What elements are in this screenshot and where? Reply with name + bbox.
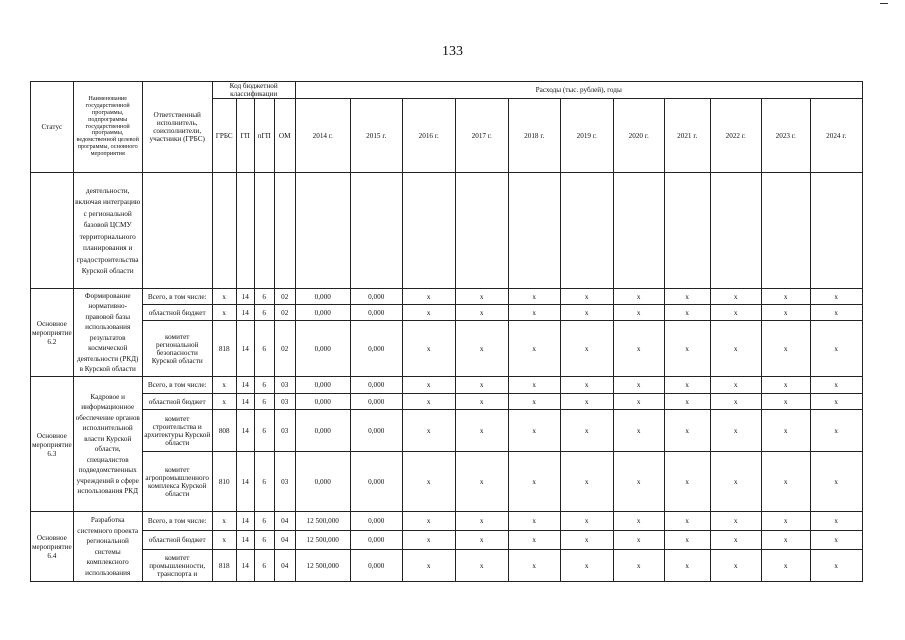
value-cell: x	[613, 531, 664, 550]
value-cell: x	[560, 512, 613, 531]
header-year: 2017 г.	[455, 99, 508, 173]
value-cell: x	[710, 512, 761, 531]
value-cell: x	[560, 289, 613, 305]
value-cell: 0,000	[350, 321, 402, 377]
value-cell: x	[761, 377, 810, 394]
code-cell-gp: 14	[236, 410, 254, 452]
value-cell: 12 500,000	[295, 512, 350, 531]
empty-cell	[236, 173, 254, 289]
value-cell: x	[761, 512, 810, 531]
header-responsible: Ответственный исполнитель, соисполнители, участники (ГРБС)	[142, 82, 212, 173]
table-row	[31, 550, 863, 582]
value-cell: x	[810, 452, 862, 512]
value-cell: x	[761, 531, 810, 550]
value-cell: x	[710, 377, 761, 394]
code-cell-gp: 14	[236, 550, 254, 582]
code-cell-grbs: x	[212, 394, 236, 410]
table-row	[31, 452, 863, 512]
code-cell-pgp: 6	[254, 452, 274, 512]
value-cell: 0,000	[295, 305, 350, 321]
code-cell-gp: 14	[236, 289, 254, 305]
value-cell: 0,000	[350, 550, 402, 582]
value-cell: x	[664, 377, 710, 394]
value-cell: x	[560, 321, 613, 377]
value-cell: x	[508, 512, 560, 531]
code-cell-gp: 14	[236, 531, 254, 550]
value-cell: x	[455, 452, 508, 512]
value-cell: x	[402, 452, 455, 512]
value-cell: x	[508, 550, 560, 582]
value-cell: x	[761, 305, 810, 321]
value-cell: 0,000	[350, 531, 402, 550]
value-cell: 0,000	[295, 394, 350, 410]
responsible-cell: Всего, в том числе:	[142, 512, 212, 531]
value-cell: x	[710, 550, 761, 582]
table-row	[31, 531, 863, 550]
code-cell-om: 03	[274, 394, 295, 410]
empty-cell	[295, 173, 350, 289]
responsible-cell: областной бюджет	[142, 305, 212, 321]
table-row	[31, 410, 863, 452]
header-year: 2020 г.	[613, 99, 664, 173]
value-cell: x	[560, 394, 613, 410]
responsible-cell: комитет агропромышленного комплекса Курской области	[142, 452, 212, 512]
value-cell: x	[560, 305, 613, 321]
responsible-cell: Всего, в том числе:	[142, 289, 212, 305]
value-cell: x	[455, 305, 508, 321]
value-cell: 0,000	[350, 410, 402, 452]
value-cell: x	[508, 377, 560, 394]
value-cell: x	[710, 394, 761, 410]
value-cell: x	[402, 305, 455, 321]
value-cell: x	[613, 452, 664, 512]
header-year: 2022 г.	[710, 99, 761, 173]
code-cell-grbs: x	[212, 305, 236, 321]
empty-cell	[664, 173, 710, 289]
value-cell: x	[560, 410, 613, 452]
value-cell: 0,000	[295, 452, 350, 512]
value-cell: x	[710, 321, 761, 377]
code-cell-om: 04	[274, 531, 295, 550]
continuation-cell	[142, 173, 212, 289]
value-cell: x	[664, 550, 710, 582]
value-cell: x	[810, 394, 862, 410]
header-program-name: Наименование государственной программы, подпрограммы государственной программы, ведомственной целевой программы, основного мероприятия	[73, 82, 142, 173]
value-cell: x	[710, 452, 761, 512]
value-cell: x	[761, 289, 810, 305]
code-cell-gp: 14	[236, 452, 254, 512]
value-cell: 0,000	[350, 305, 402, 321]
responsible-cell: комитет региональной безопасности Курской области	[142, 321, 212, 377]
value-cell: x	[455, 377, 508, 394]
value-cell: 12 500,000	[295, 550, 350, 582]
value-cell: x	[402, 410, 455, 452]
value-cell: x	[402, 289, 455, 305]
header-code: ГП	[236, 99, 254, 173]
value-cell: x	[761, 321, 810, 377]
value-cell: 0,000	[295, 377, 350, 394]
code-cell-grbs: 810	[212, 452, 236, 512]
value-cell: x	[560, 531, 613, 550]
value-cell: x	[664, 452, 710, 512]
measure-name-cell: Формирование нормативно-правовой базы использования результатов космической деятельности (РКД) в Курской области	[73, 289, 142, 377]
header-year: 2018 г.	[508, 99, 560, 173]
value-cell: x	[810, 410, 862, 452]
value-cell: x	[613, 305, 664, 321]
value-cell: x	[810, 305, 862, 321]
value-cell: 0,000	[295, 410, 350, 452]
value-cell: 0,000	[350, 452, 402, 512]
value-cell: x	[613, 321, 664, 377]
header-year: 2023 г.	[761, 99, 810, 173]
value-cell: 0,000	[295, 289, 350, 305]
code-cell-pgp: 6	[254, 410, 274, 452]
value-cell: x	[613, 377, 664, 394]
table-row	[31, 289, 863, 305]
header-year: 2024 г.	[810, 99, 862, 173]
continuation-name: деятельности, включая интеграцию с региональной базовой ЦСМУ территориального планирования и градостроительства Курской области	[73, 173, 142, 289]
value-cell: x	[664, 305, 710, 321]
code-cell-om: 03	[274, 452, 295, 512]
value-cell: x	[810, 512, 862, 531]
value-cell: x	[810, 321, 862, 377]
code-cell-grbs: x	[212, 377, 236, 394]
value-cell: x	[455, 289, 508, 305]
header-status: Статус	[31, 82, 74, 173]
budget-table	[30, 81, 863, 582]
value-cell: x	[664, 531, 710, 550]
code-cell-grbs: 818	[212, 321, 236, 377]
value-cell: x	[664, 321, 710, 377]
table-row	[31, 321, 863, 377]
code-cell-pgp: 6	[254, 289, 274, 305]
value-cell: x	[508, 289, 560, 305]
empty-cell	[212, 173, 236, 289]
value-cell: x	[810, 289, 862, 305]
value-cell: x	[613, 550, 664, 582]
measure-name-cell: Кадровое и информационное обеспечение органов исполнительной власти Курской области, специалистов подведомственных учреждений в сфере использования РКД	[73, 377, 142, 512]
code-cell-pgp: 6	[254, 512, 274, 531]
code-cell-grbs: x	[212, 512, 236, 531]
value-cell: x	[613, 394, 664, 410]
value-cell: x	[560, 452, 613, 512]
responsible-cell: областной бюджет	[142, 531, 212, 550]
responsible-cell: областной бюджет	[142, 394, 212, 410]
value-cell: x	[508, 531, 560, 550]
value-cell: x	[810, 531, 862, 550]
header-year: 2014 г.	[295, 99, 350, 173]
table-row	[31, 512, 863, 531]
code-cell-om: 02	[274, 305, 295, 321]
empty-cell	[455, 173, 508, 289]
value-cell: x	[664, 394, 710, 410]
continuation-status	[31, 173, 74, 289]
value-cell: x	[560, 377, 613, 394]
value-cell: 0,000	[350, 394, 402, 410]
code-cell-pgp: 6	[254, 531, 274, 550]
header-year: 2021 г.	[664, 99, 710, 173]
responsible-cell: комитет промышленности, транспорта и	[142, 550, 212, 582]
measure-name-cell: Разработка системного проекта региональной системы комплексного использования	[73, 512, 142, 582]
value-cell: x	[810, 377, 862, 394]
value-cell: 0,000	[350, 512, 402, 531]
value-cell: x	[508, 321, 560, 377]
empty-cell	[350, 173, 402, 289]
header-year: 2016 г.	[402, 99, 455, 173]
value-cell: x	[810, 550, 862, 582]
empty-cell	[810, 173, 862, 289]
responsible-cell: комитет строительства и архитектуры Курской области	[142, 410, 212, 452]
table-row	[31, 305, 863, 321]
code-cell-om: 04	[274, 512, 295, 531]
status-cell: Основное мероприятие 6.2	[31, 289, 74, 377]
value-cell: x	[455, 531, 508, 550]
header-code: пГП	[254, 99, 274, 173]
code-cell-pgp: 6	[254, 394, 274, 410]
empty-cell	[274, 173, 295, 289]
empty-cell	[560, 173, 613, 289]
status-cell: Основное мероприятие 6.3	[31, 377, 74, 512]
value-cell: x	[455, 321, 508, 377]
empty-cell	[710, 173, 761, 289]
value-cell: 0,000	[350, 377, 402, 394]
table-row	[31, 394, 863, 410]
code-cell-gp: 14	[236, 321, 254, 377]
code-cell-grbs: 818	[212, 550, 236, 582]
code-cell-gp: 14	[236, 394, 254, 410]
empty-cell	[761, 173, 810, 289]
value-cell: x	[560, 550, 613, 582]
value-cell: x	[402, 512, 455, 531]
value-cell: x	[508, 452, 560, 512]
header-budget-code: Код бюджетной классификации	[212, 82, 295, 99]
value-cell: x	[402, 531, 455, 550]
value-cell: x	[613, 410, 664, 452]
empty-cell	[402, 173, 455, 289]
page-number: 133	[442, 44, 463, 59]
value-cell: x	[761, 410, 810, 452]
code-cell-gp: 14	[236, 377, 254, 394]
value-cell: x	[402, 394, 455, 410]
value-cell: 12 500,000	[295, 531, 350, 550]
value-cell: x	[402, 377, 455, 394]
table-row	[31, 377, 863, 394]
value-cell: x	[508, 305, 560, 321]
code-cell-pgp: 6	[254, 377, 274, 394]
value-cell: x	[761, 452, 810, 512]
value-cell: x	[455, 394, 508, 410]
value-cell: x	[710, 410, 761, 452]
value-cell: x	[455, 410, 508, 452]
header-code: ОМ	[274, 99, 295, 173]
code-cell-grbs: x	[212, 531, 236, 550]
empty-cell	[254, 173, 274, 289]
code-cell-grbs: 808	[212, 410, 236, 452]
value-cell: x	[710, 289, 761, 305]
scan-mark	[880, 3, 888, 4]
code-cell-gp: 14	[236, 305, 254, 321]
value-cell: x	[613, 512, 664, 531]
value-cell: x	[508, 410, 560, 452]
value-cell: x	[402, 321, 455, 377]
value-cell: x	[710, 305, 761, 321]
code-cell-om: 02	[274, 321, 295, 377]
code-cell-om: 02	[274, 289, 295, 305]
code-cell-om: 03	[274, 377, 295, 394]
value-cell: x	[402, 550, 455, 582]
empty-cell	[508, 173, 560, 289]
code-cell-pgp: 6	[254, 550, 274, 582]
empty-cell	[613, 173, 664, 289]
value-cell: x	[664, 512, 710, 531]
code-cell-om: 03	[274, 410, 295, 452]
header-code: ГРБС	[212, 99, 236, 173]
header-expenses: Расходы (тыс. рублей), годы	[295, 82, 862, 99]
value-cell: x	[761, 394, 810, 410]
code-cell-grbs: x	[212, 289, 236, 305]
code-cell-pgp: 6	[254, 321, 274, 377]
value-cell: x	[664, 289, 710, 305]
value-cell: x	[664, 410, 710, 452]
value-cell: x	[613, 289, 664, 305]
value-cell: x	[455, 550, 508, 582]
responsible-cell: Всего, в том числе:	[142, 377, 212, 394]
code-cell-pgp: 6	[254, 305, 274, 321]
status-cell: Основное мероприятие 6.4	[31, 512, 74, 582]
header-year: 2015 г.	[350, 99, 402, 173]
value-cell: 0,000	[350, 289, 402, 305]
header-year: 2019 г.	[560, 99, 613, 173]
value-cell: 0,000	[295, 321, 350, 377]
value-cell: x	[761, 550, 810, 582]
value-cell: x	[508, 394, 560, 410]
code-cell-om: 04	[274, 550, 295, 582]
value-cell: x	[455, 512, 508, 531]
code-cell-gp: 14	[236, 512, 254, 531]
value-cell: x	[710, 531, 761, 550]
